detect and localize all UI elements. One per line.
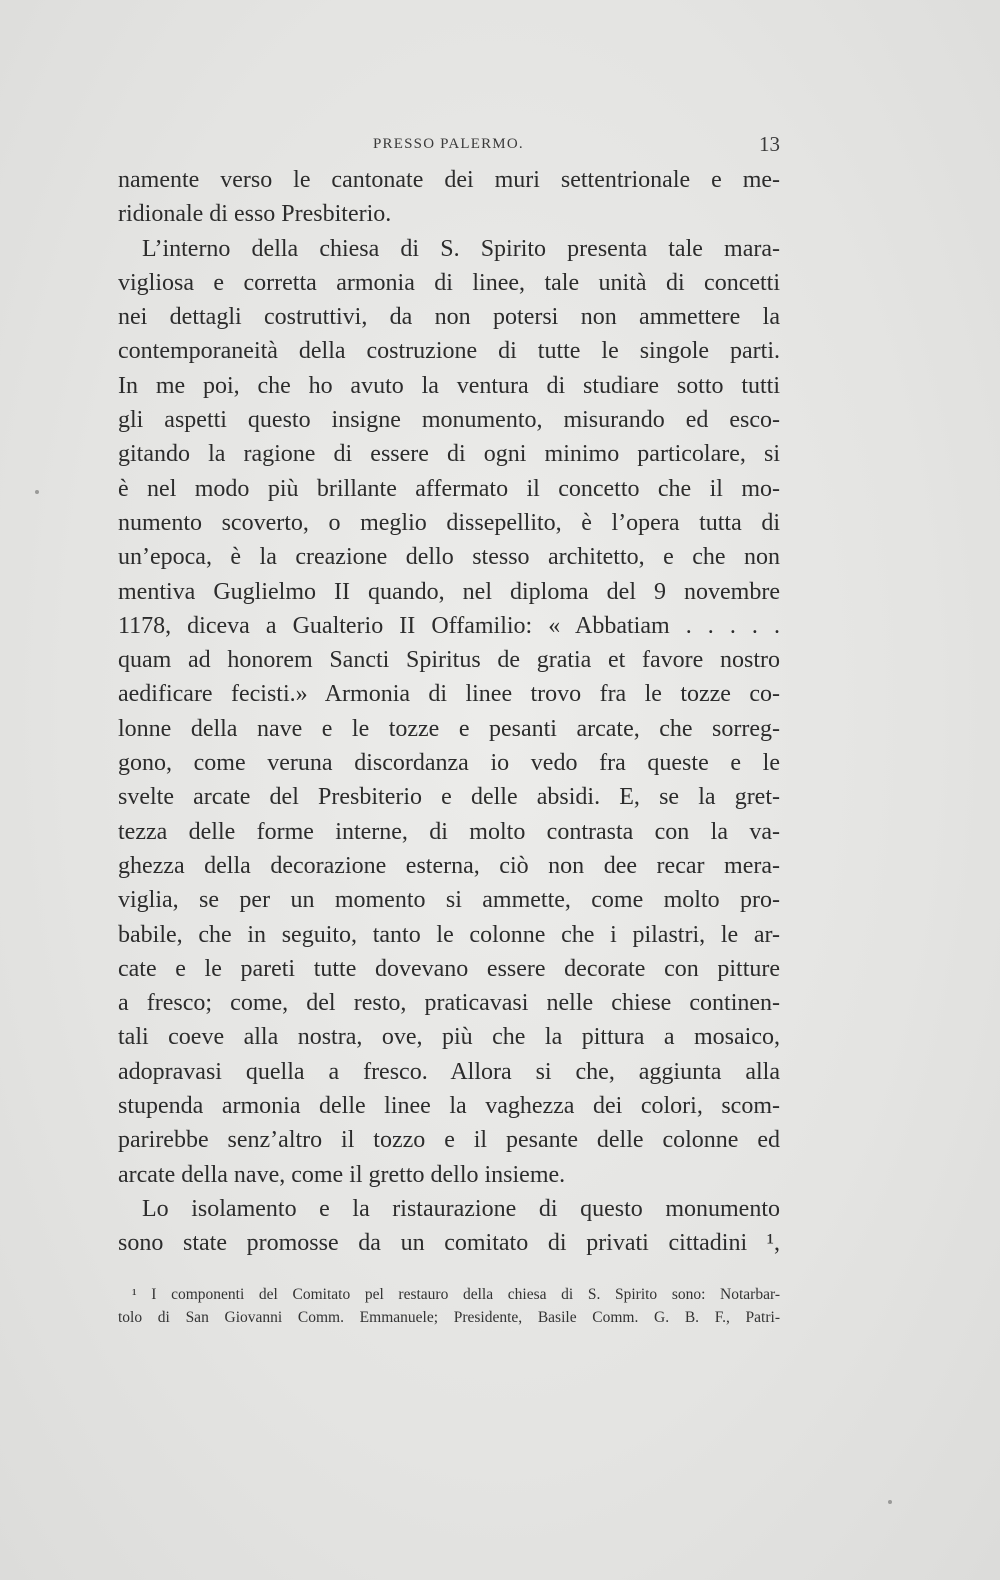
text-line: aedificare fecisti.» Armonia di linee trovo fra le tozze co- (118, 681, 780, 708)
paper-speck (35, 490, 39, 494)
text-line: nei dettagli costruttivi, da non potersi non ammettere la (118, 304, 780, 331)
text-line: contemporaneità della costruzione di tutte le singole parti. (118, 338, 780, 365)
text-line: tali coeve alla nostra, ove, più che la pittura a mosaico, (118, 1024, 780, 1051)
text-line: svelte arcate del Presbiterio e delle absidi. E, se la gret- (118, 784, 780, 811)
page-number: 13 (759, 132, 780, 156)
text-line: viglia, se per un momento si ammette, come molto pro- (118, 887, 780, 914)
footnote (118, 1283, 780, 1329)
text-line: lonne della nave e le tozze e pesanti arcate, che sorreg- (118, 715, 780, 742)
text-line: namente verso le cantonate dei muri settentrionale e me- (118, 167, 780, 193)
text-line: ghezza della decorazione esterna, ciò non dee recar mera- (118, 852, 780, 879)
text-line: sono state promosse da un comitato di privati cittadini ¹, (118, 1230, 780, 1257)
text-line: In me poi, che ho avuto la ventura di studiare sotto tutti (118, 372, 780, 399)
running-head: PRESSO PALERMO. (373, 136, 524, 152)
text-line: gono, come veruna discordanza io vedo fra queste e le (118, 750, 780, 777)
text-line: stupenda armonia delle linee la vaghezza dei colori, scom- (118, 1093, 780, 1120)
text-line: tezza delle forme interne, di molto contrasta con la va- (118, 818, 780, 845)
text-line: a fresco; come, del resto, praticavasi nelle chiese continen- (118, 990, 780, 1017)
text-line: quam ad honorem Sancti Spiritus de gratia et favore nostro (118, 647, 780, 674)
page-header (118, 132, 780, 162)
text-line: ridionale di esso Presbiterio. (118, 201, 392, 228)
footnote-line: tolo di San Giovanni Comm. Emmanuele; Presidente, Basile Comm. G. B. F., Patri- (118, 1309, 780, 1326)
text-line: parirebbe senz’altro il tozzo e il pesante delle colonne ed (118, 1127, 780, 1154)
text-line: gitando la ragione di essere di ogni minimo particolare, si (118, 441, 780, 468)
text-line: cate e le pareti tutte dovevano essere decorate con pitture (118, 955, 780, 982)
text-line: gli aspetti questo insigne monumento, misurando ed esco- (118, 407, 780, 434)
paper-speck (888, 1500, 892, 1504)
text-line: un’epoca, è la creazione dello stesso architetto, e che non (118, 544, 780, 571)
text-line: babile, che in seguito, tanto le colonne che i pilastri, le ar- (118, 921, 780, 948)
text-line: Lo isolamento e la ristaurazione di questo monumento (142, 1195, 780, 1222)
text-line: vigliosa e corretta armonia di linee, tale unità di concetti (118, 269, 780, 296)
footnote-line: ¹ I componenti del Comitato pel restauro della chiesa di S. Spirito sono: Notarbar- (132, 1286, 780, 1303)
text-line: L’interno della chiesa di S. Spirito presenta tale mara- (142, 235, 780, 262)
text-line: è nel modo più brillante affermato il concetto che il mo- (118, 475, 780, 502)
text-line: mentiva Guglielmo II quando, nel diploma del 9 novembre (118, 578, 780, 605)
body-text (118, 163, 780, 1261)
text-line: numento scoverto, o meglio dissepellito, è l’opera tutta di (118, 509, 780, 536)
text-line: adopravasi quella a fresco. Allora si che, aggiunta alla (118, 1058, 780, 1085)
text-line: 1178, diceva a Gualterio II Offamilio: « Abbatiam . . . . . (118, 612, 780, 639)
text-line: arcate della nave, come il gretto dello insieme. (118, 1161, 566, 1188)
